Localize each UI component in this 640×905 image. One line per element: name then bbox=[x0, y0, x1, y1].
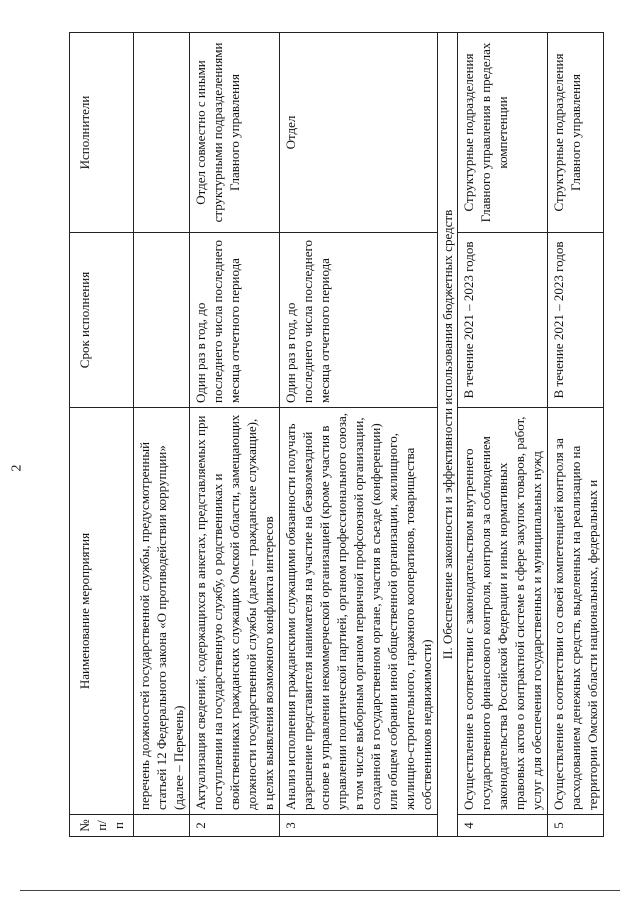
table-row bbox=[280, 33, 438, 837]
row-executors: Структурные подразделения Главного управления в пределах компетенции bbox=[458, 33, 548, 233]
row-name: перечень должностей государственной службы, предусмотренный статьей 12 Федерального закона «О противодействии коррупции» (далее – Перечень) bbox=[134, 408, 190, 815]
rotated-table-container bbox=[69, 33, 621, 837]
row-deadline: Один раз в год, до последнего числа последнего месяца отчетного периода bbox=[280, 233, 438, 408]
row-num: 3 bbox=[280, 815, 438, 837]
header-name: Наименование мероприятия bbox=[70, 408, 134, 815]
section-row bbox=[438, 33, 458, 837]
header-num: № п/п bbox=[70, 815, 134, 837]
row-executors: Структурные подразделения Главного управления bbox=[548, 33, 604, 233]
row-deadline: В течение 2021 – 2023 годов bbox=[458, 233, 548, 408]
page-number: 2 bbox=[9, 464, 25, 472]
page-bottom-divider bbox=[20, 890, 620, 891]
row-num: 5 bbox=[548, 815, 604, 837]
table-header-row bbox=[70, 33, 134, 837]
row-name: Анализ исполнения гражданскими служащими обязанности получать разрешение представителя нанимателя на участие на безвозмездной основе в управлении некоммерческой организацией (кроме участия в управлении политической партией, органом профессионального союза, в том числе выборным органом первичной профсоюзной организации, созданной в государственном органе, участия в съезде (конференции) или общем собрании иной общественной организации, жилищного, жилищно-строительного, гаражного кооперативов, товарищества собственников недвижимости) bbox=[280, 408, 438, 815]
header-deadline: Срок исполнения bbox=[70, 233, 134, 408]
row-executors bbox=[134, 33, 190, 233]
section-title: II. Обеспечение законности и эффективности использования бюджетных средств bbox=[438, 33, 458, 837]
row-executors: Отдел совместно с иными структурными подразделениями Главного управления bbox=[190, 33, 280, 233]
measures-table bbox=[69, 32, 604, 837]
row-executors: Отдел bbox=[280, 33, 438, 233]
row-name: Актуализация сведений, содержащихся в анкетах, представляемых при поступлении на государственную службу, о родственниках и свойственниках гражданских служащих Омской области, замещающих должности государственной службы (далее – гражданские служащие), в целях выявления возможного конфликта интересов bbox=[190, 408, 280, 815]
row-deadline: В течение 2021 – 2023 годов bbox=[548, 233, 604, 408]
row-num: 4 bbox=[458, 815, 548, 837]
row-num bbox=[134, 815, 190, 837]
row-num: 2 bbox=[190, 815, 280, 837]
table-row bbox=[458, 33, 548, 837]
table-row bbox=[548, 33, 604, 837]
table-row bbox=[190, 33, 280, 837]
row-deadline: Один раз в год, до последнего числа последнего месяца отчетного периода bbox=[190, 233, 280, 408]
row-name: Осуществление в соответствии с законодательством внутреннего государственного финансового контроля, контроля за соблюдением законодательства Российской Федерации и иных нормативных правовых актов о контрактной системе в сфере закупок товаров, работ, услуг для обеспечения государственных и муниципальных нужд bbox=[458, 408, 548, 815]
row-deadline bbox=[134, 233, 190, 408]
table-row bbox=[134, 33, 190, 837]
header-executors: Исполнители bbox=[70, 33, 134, 233]
row-name: Осуществление в соответствии со своей компетенцией контроля за расходованием денежных средств, выделенных на реализацию на территории Омской области национальных, федеральных и bbox=[548, 408, 604, 815]
